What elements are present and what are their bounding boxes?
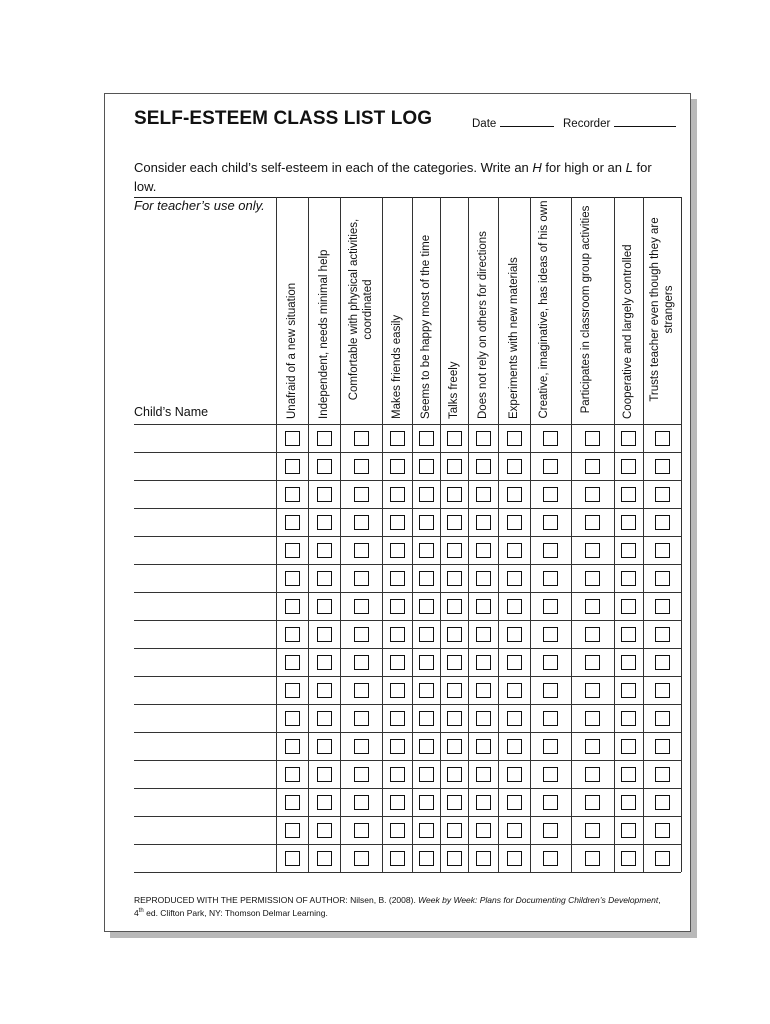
rating-checkbox[interactable]	[390, 627, 405, 642]
rating-checkbox[interactable]	[285, 431, 300, 446]
rating-checkbox[interactable]	[543, 795, 558, 810]
rating-checkbox[interactable]	[419, 711, 434, 726]
rating-checkbox[interactable]	[419, 823, 434, 838]
rating-checkbox[interactable]	[621, 543, 636, 558]
rating-checkbox[interactable]	[543, 739, 558, 754]
rating-checkbox[interactable]	[447, 543, 462, 558]
rating-checkbox[interactable]	[317, 683, 332, 698]
rating-checkbox[interactable]	[354, 431, 369, 446]
rating-checkbox[interactable]	[317, 823, 332, 838]
rating-checkbox[interactable]	[390, 655, 405, 670]
rating-checkbox[interactable]	[543, 627, 558, 642]
rating-checkbox[interactable]	[354, 599, 369, 614]
rating-checkbox[interactable]	[354, 571, 369, 586]
rating-checkbox[interactable]	[285, 683, 300, 698]
rating-checkbox[interactable]	[390, 487, 405, 502]
rating-checkbox[interactable]	[585, 487, 600, 502]
rating-checkbox[interactable]	[655, 543, 670, 558]
column-header: Experiments with new materials	[507, 257, 520, 419]
rating-checkbox[interactable]	[543, 599, 558, 614]
rating-checkbox[interactable]	[476, 823, 491, 838]
rating-checkbox[interactable]	[317, 599, 332, 614]
rating-checkbox[interactable]	[507, 823, 522, 838]
column-divider	[412, 197, 413, 872]
footer-edition-sup: th	[138, 908, 144, 914]
rating-checkbox[interactable]	[585, 683, 600, 698]
rating-checkbox[interactable]	[585, 431, 600, 446]
rating-checkbox[interactable]	[476, 795, 491, 810]
footer-line-1	[134, 895, 689, 906]
child-name-cell[interactable]	[134, 676, 276, 704]
rating-checkbox[interactable]	[354, 795, 369, 810]
child-name-cell[interactable]	[134, 648, 276, 676]
rating-checkbox[interactable]	[476, 655, 491, 670]
rating-checkbox[interactable]	[507, 487, 522, 502]
rating-checkbox[interactable]	[655, 851, 670, 866]
rating-checkbox[interactable]	[507, 571, 522, 586]
column-divider	[643, 197, 644, 872]
column-header: Comfortable with physical activities, coordinated	[348, 218, 374, 401]
rating-checkbox[interactable]	[507, 599, 522, 614]
rating-checkbox[interactable]	[317, 515, 332, 530]
rating-checkbox[interactable]	[285, 627, 300, 642]
rating-checkbox[interactable]	[585, 823, 600, 838]
teacher-note: For teacher’s use only.	[134, 198, 265, 213]
rating-checkbox[interactable]	[655, 795, 670, 810]
rating-checkbox[interactable]	[447, 459, 462, 474]
rating-checkbox[interactable]	[390, 739, 405, 754]
column-header: Unafraid of a new situation	[285, 282, 298, 419]
child-name-cell[interactable]	[134, 424, 276, 452]
rating-checkbox[interactable]	[317, 711, 332, 726]
rating-checkbox[interactable]	[419, 431, 434, 446]
rating-checkbox[interactable]	[390, 711, 405, 726]
rating-checkbox[interactable]	[354, 543, 369, 558]
rating-checkbox[interactable]	[419, 487, 434, 502]
column-divider	[614, 197, 615, 872]
rating-checkbox[interactable]	[317, 767, 332, 782]
column-divider	[308, 197, 309, 872]
rating-checkbox[interactable]	[285, 515, 300, 530]
rating-checkbox[interactable]	[476, 543, 491, 558]
child-name-cell[interactable]	[134, 788, 276, 816]
rating-checkbox[interactable]	[655, 655, 670, 670]
rating-checkbox[interactable]	[354, 459, 369, 474]
rating-checkbox[interactable]	[447, 431, 462, 446]
column-divider	[530, 197, 531, 872]
rating-checkbox[interactable]	[390, 823, 405, 838]
rating-checkbox[interactable]	[543, 851, 558, 866]
rating-checkbox[interactable]	[447, 739, 462, 754]
rating-checkbox[interactable]	[317, 655, 332, 670]
rating-checkbox[interactable]	[354, 711, 369, 726]
rating-checkbox[interactable]	[585, 515, 600, 530]
column-divider	[340, 197, 341, 872]
rating-checkbox[interactable]	[447, 655, 462, 670]
rating-checkbox[interactable]	[621, 515, 636, 530]
column-header: Does not rely on others for directions	[476, 231, 489, 419]
column-divider	[382, 197, 383, 872]
rating-checkbox[interactable]	[476, 739, 491, 754]
rating-checkbox[interactable]	[317, 543, 332, 558]
rating-checkbox[interactable]	[285, 571, 300, 586]
child-name-cell[interactable]	[134, 620, 276, 648]
rating-checkbox[interactable]	[476, 515, 491, 530]
rating-checkbox[interactable]	[543, 767, 558, 782]
rating-checkbox[interactable]	[390, 599, 405, 614]
instructions-text-3: for low.	[134, 160, 652, 194]
column-divider	[468, 197, 469, 872]
rating-checkbox[interactable]	[543, 515, 558, 530]
instructions-text-1: Consider each child’s self-esteem in each of the categories. Write an	[134, 160, 533, 175]
child-name-cell[interactable]	[134, 760, 276, 788]
rating-checkbox[interactable]	[317, 851, 332, 866]
rating-checkbox[interactable]	[447, 599, 462, 614]
rating-checkbox[interactable]	[354, 683, 369, 698]
rating-checkbox[interactable]	[585, 851, 600, 866]
rating-checkbox[interactable]	[585, 627, 600, 642]
rating-checkbox[interactable]	[655, 459, 670, 474]
rating-checkbox[interactable]	[585, 571, 600, 586]
rating-checkbox[interactable]	[390, 515, 405, 530]
column-header: Creative, imaginative, has ideas of his own	[537, 200, 550, 419]
rating-checkbox[interactable]	[476, 459, 491, 474]
child-name-cell[interactable]	[134, 480, 276, 508]
rating-checkbox[interactable]	[354, 655, 369, 670]
rating-checkbox[interactable]	[354, 515, 369, 530]
rating-checkbox[interactable]	[447, 851, 462, 866]
rating-checkbox[interactable]	[507, 711, 522, 726]
rating-checkbox[interactable]	[655, 571, 670, 586]
rating-checkbox[interactable]	[507, 655, 522, 670]
child-name-cell[interactable]	[134, 816, 276, 844]
rating-checkbox[interactable]	[621, 599, 636, 614]
rating-checkbox[interactable]	[543, 683, 558, 698]
rating-checkbox[interactable]	[543, 571, 558, 586]
child-name-cell[interactable]	[134, 508, 276, 536]
rating-checkbox[interactable]	[447, 627, 462, 642]
rating-checkbox[interactable]	[585, 711, 600, 726]
rating-checkbox[interactable]	[285, 711, 300, 726]
footer-citation	[134, 895, 689, 919]
rating-checkbox[interactable]	[655, 599, 670, 614]
rating-checkbox[interactable]	[655, 711, 670, 726]
rating-checkbox[interactable]	[507, 739, 522, 754]
rating-checkbox[interactable]	[543, 487, 558, 502]
rating-checkbox[interactable]	[419, 599, 434, 614]
rating-checkbox[interactable]	[507, 543, 522, 558]
rating-checkbox[interactable]	[543, 711, 558, 726]
child-name-cell[interactable]	[134, 732, 276, 760]
rating-checkbox[interactable]	[655, 627, 670, 642]
footer-book-title: Week by Week: Plans for Documenting Children’s Development	[418, 895, 659, 905]
rating-checkbox[interactable]	[476, 851, 491, 866]
rating-checkbox[interactable]	[317, 627, 332, 642]
rating-checkbox[interactable]	[285, 487, 300, 502]
rating-checkbox[interactable]	[655, 823, 670, 838]
column-header: Independent, needs minimal help	[317, 249, 330, 419]
date-label: Date	[472, 118, 497, 130]
rating-checkbox[interactable]	[419, 683, 434, 698]
instructions-l: L	[625, 160, 633, 175]
rating-checkbox[interactable]	[621, 711, 636, 726]
column-divider	[571, 197, 572, 872]
rating-checkbox[interactable]	[585, 767, 600, 782]
rating-checkbox[interactable]	[543, 431, 558, 446]
column-divider	[440, 197, 441, 872]
rating-checkbox[interactable]	[621, 683, 636, 698]
rating-checkbox[interactable]	[543, 823, 558, 838]
column-divider	[276, 197, 277, 872]
rating-checkbox[interactable]	[317, 431, 332, 446]
instructions-text-2: for high or an	[541, 160, 626, 175]
rating-checkbox[interactable]	[419, 571, 434, 586]
rating-checkbox[interactable]	[390, 683, 405, 698]
rating-checkbox[interactable]	[390, 459, 405, 474]
rating-checkbox[interactable]	[621, 851, 636, 866]
rating-checkbox[interactable]	[585, 543, 600, 558]
rating-checkbox[interactable]	[354, 851, 369, 866]
column-divider	[498, 197, 499, 872]
rating-checkbox[interactable]	[621, 431, 636, 446]
rating-checkbox[interactable]	[390, 851, 405, 866]
rating-checkbox[interactable]	[390, 767, 405, 782]
footer-text-c: ,	[658, 895, 661, 905]
column-header: Participates in classroom group activities	[579, 205, 592, 414]
rating-checkbox[interactable]	[285, 655, 300, 670]
rating-checkbox[interactable]	[419, 627, 434, 642]
column-header: Cooperative and largely controlled	[622, 244, 635, 419]
recorder-label: Recorder	[563, 118, 611, 130]
rating-checkbox[interactable]	[419, 795, 434, 810]
rating-checkbox[interactable]	[447, 683, 462, 698]
rating-checkbox[interactable]	[543, 459, 558, 474]
rating-checkbox[interactable]	[447, 571, 462, 586]
rating-checkbox[interactable]	[419, 655, 434, 670]
rating-checkbox[interactable]	[317, 739, 332, 754]
rating-checkbox[interactable]	[419, 767, 434, 782]
child-name-cell[interactable]	[134, 536, 276, 564]
rating-checkbox[interactable]	[585, 599, 600, 614]
rating-checkbox[interactable]	[317, 795, 332, 810]
child-name-cell[interactable]	[134, 844, 276, 872]
child-name-cell[interactable]	[134, 564, 276, 592]
rating-checkbox[interactable]	[447, 487, 462, 502]
rating-checkbox[interactable]	[419, 543, 434, 558]
rating-checkbox[interactable]	[655, 739, 670, 754]
rating-checkbox[interactable]	[285, 795, 300, 810]
rating-checkbox[interactable]	[585, 739, 600, 754]
rating-checkbox[interactable]	[447, 767, 462, 782]
rating-checkbox[interactable]	[476, 767, 491, 782]
column-header: Seems to be happy most of the time	[419, 234, 432, 419]
rating-checkbox[interactable]	[354, 627, 369, 642]
column-header: Talks freely	[447, 361, 460, 419]
rating-checkbox[interactable]	[507, 851, 522, 866]
rating-checkbox[interactable]	[419, 459, 434, 474]
rating-checkbox[interactable]	[419, 739, 434, 754]
rating-checkbox[interactable]	[317, 571, 332, 586]
rating-checkbox[interactable]	[621, 739, 636, 754]
rating-checkbox[interactable]	[447, 823, 462, 838]
rating-checkbox[interactable]	[621, 487, 636, 502]
rating-checkbox[interactable]	[476, 487, 491, 502]
rating-checkbox[interactable]	[354, 823, 369, 838]
footer-publisher: ed. Clifton Park, NY: Thomson Delmar Learning.	[143, 907, 328, 918]
rating-checkbox[interactable]	[507, 515, 522, 530]
rating-checkbox[interactable]	[447, 711, 462, 726]
rating-checkbox[interactable]	[447, 795, 462, 810]
rating-checkbox[interactable]	[621, 627, 636, 642]
rating-checkbox[interactable]	[354, 767, 369, 782]
rating-checkbox[interactable]	[285, 599, 300, 614]
rating-checkbox[interactable]	[655, 515, 670, 530]
rating-checkbox[interactable]	[285, 823, 300, 838]
rating-checkbox[interactable]	[621, 767, 636, 782]
rating-checkbox[interactable]	[285, 851, 300, 866]
child-name-header: Child’s Name	[134, 405, 209, 419]
rating-checkbox[interactable]	[447, 515, 462, 530]
column-header: Makes friends easily	[390, 314, 403, 419]
footer-line-2	[134, 906, 689, 919]
rating-checkbox[interactable]	[390, 571, 405, 586]
rating-checkbox[interactable]	[476, 627, 491, 642]
rating-checkbox[interactable]	[621, 795, 636, 810]
rating-checkbox[interactable]	[285, 739, 300, 754]
rating-checkbox[interactable]	[317, 459, 332, 474]
rating-checkbox[interactable]	[390, 795, 405, 810]
rating-checkbox[interactable]	[621, 459, 636, 474]
rating-checkbox[interactable]	[419, 851, 434, 866]
rating-checkbox[interactable]	[285, 543, 300, 558]
rating-checkbox[interactable]	[621, 571, 636, 586]
rating-checkbox[interactable]	[621, 655, 636, 670]
footer-text-a: REPRODUCED WITH THE PERMISSION OF AUTHOR: Nilsen, B. (2008).	[134, 895, 419, 905]
rating-checkbox[interactable]	[507, 767, 522, 782]
child-name-cell[interactable]	[134, 704, 276, 732]
row-divider	[134, 872, 681, 873]
rating-checkbox[interactable]	[390, 431, 405, 446]
instructions-h: H	[532, 160, 542, 175]
rating-checkbox[interactable]	[655, 431, 670, 446]
rating-checkbox[interactable]	[476, 599, 491, 614]
rating-checkbox[interactable]	[655, 487, 670, 502]
rating-checkbox[interactable]	[507, 795, 522, 810]
rating-checkbox[interactable]	[507, 627, 522, 642]
rating-checkbox[interactable]	[585, 795, 600, 810]
rating-checkbox[interactable]	[507, 683, 522, 698]
rating-checkbox[interactable]	[476, 571, 491, 586]
rating-checkbox[interactable]	[543, 655, 558, 670]
form-title: SELF-ESTEEM CLASS LIST LOG	[134, 108, 433, 129]
rating-checkbox[interactable]	[585, 655, 600, 670]
rating-checkbox[interactable]	[354, 739, 369, 754]
rating-checkbox[interactable]	[507, 431, 522, 446]
rating-checkbox[interactable]	[476, 431, 491, 446]
rating-checkbox[interactable]	[317, 487, 332, 502]
rating-checkbox[interactable]	[476, 683, 491, 698]
rating-checkbox[interactable]	[655, 767, 670, 782]
rating-checkbox[interactable]	[419, 515, 434, 530]
rating-checkbox[interactable]	[476, 711, 491, 726]
rating-checkbox[interactable]	[285, 459, 300, 474]
footer-edition: 4	[134, 907, 139, 918]
child-name-cell[interactable]	[134, 452, 276, 480]
rating-checkbox[interactable]	[507, 459, 522, 474]
rating-checkbox[interactable]	[543, 543, 558, 558]
rating-checkbox[interactable]	[585, 459, 600, 474]
rating-checkbox[interactable]	[390, 543, 405, 558]
rating-checkbox[interactable]	[655, 683, 670, 698]
rating-checkbox[interactable]	[621, 823, 636, 838]
rating-checkbox[interactable]	[354, 487, 369, 502]
child-name-cell[interactable]	[134, 592, 276, 620]
column-divider	[681, 197, 682, 872]
rating-checkbox[interactable]	[285, 767, 300, 782]
column-header: Trusts teacher even though they are strangers	[649, 217, 675, 402]
